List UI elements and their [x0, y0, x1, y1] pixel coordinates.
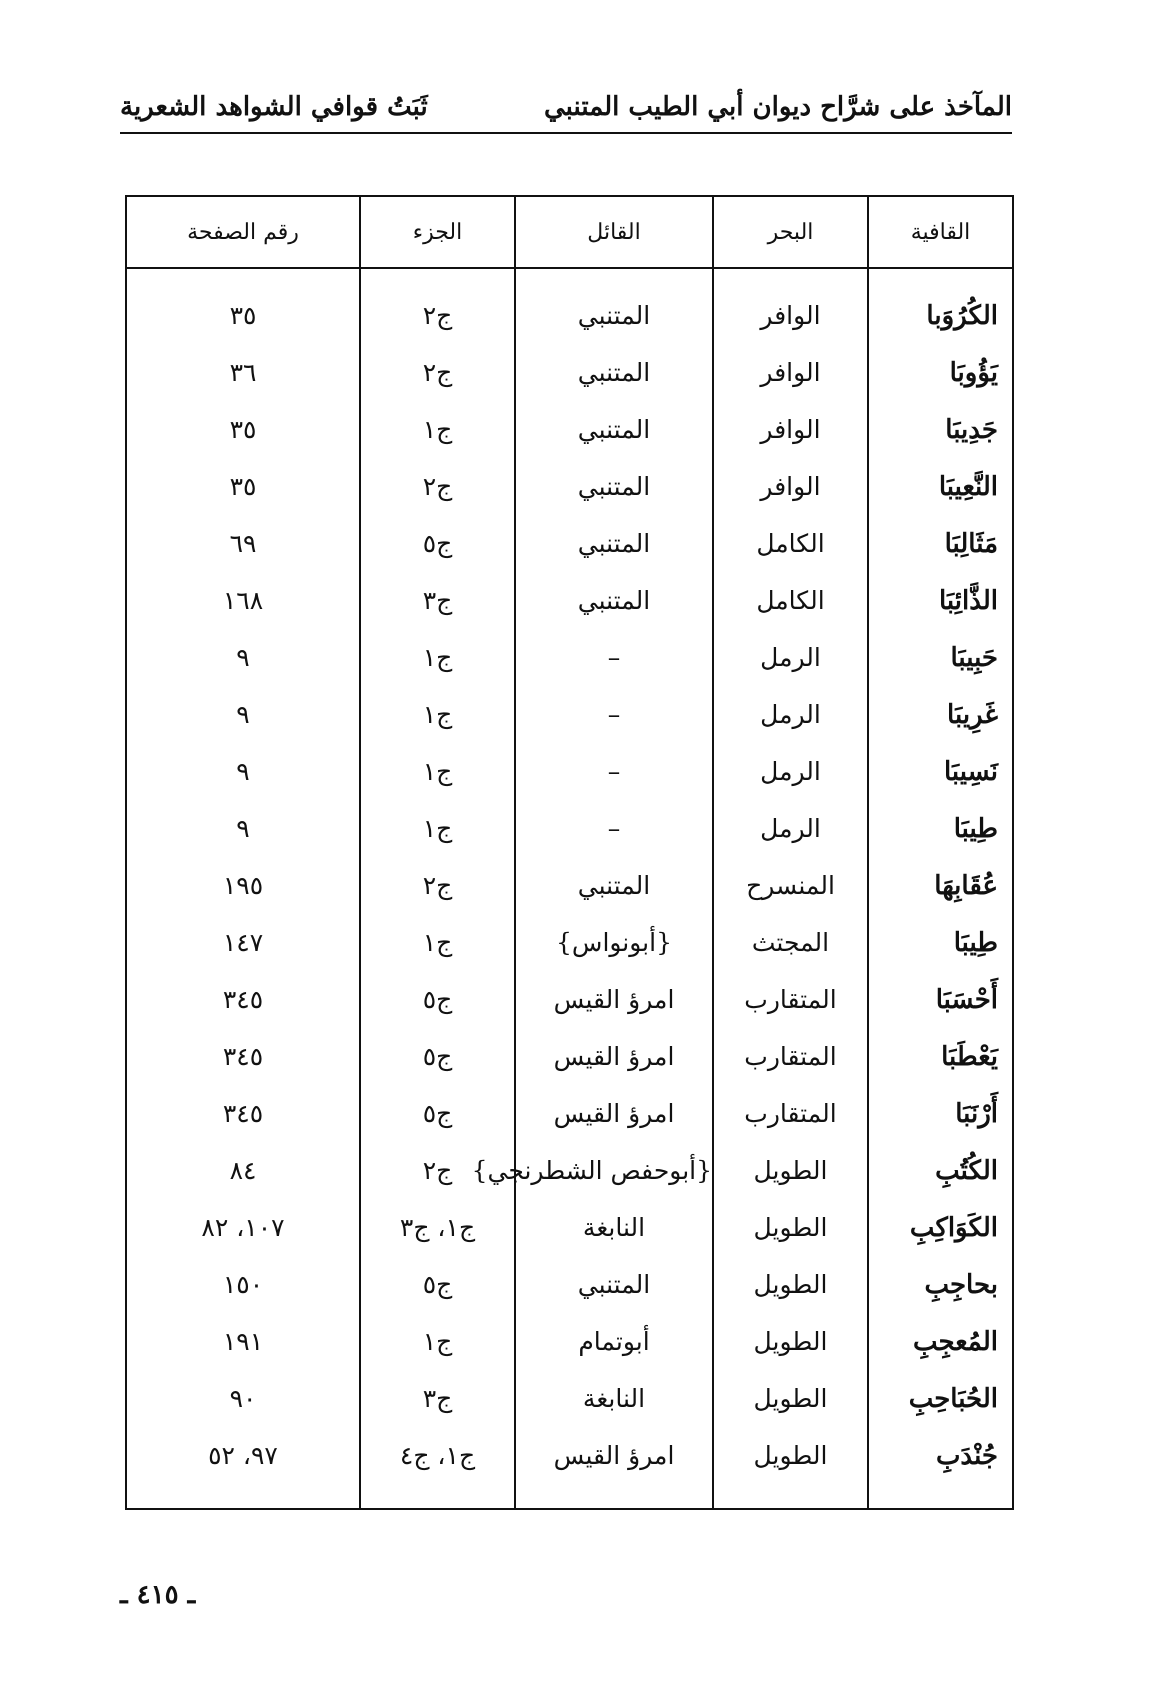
spacer-cell — [126, 1484, 360, 1509]
table-row — [126, 1370, 1013, 1427]
meter-cell: الطويل — [713, 1199, 868, 1256]
rhyme-cell: أَرْنَبَا — [868, 1085, 1013, 1142]
poet-cell: النابغة — [515, 1199, 713, 1256]
page-cell: ١٩١ — [222, 1327, 264, 1356]
rhyme-cell: جَدِيبَا — [868, 401, 1013, 458]
poet-cell: – — [515, 800, 713, 857]
poet-cell: – — [515, 686, 713, 743]
poet-cell: المتنبي — [515, 1256, 713, 1313]
spacer-cell — [515, 1484, 713, 1509]
spacer-cell — [360, 1484, 515, 1509]
poet-cell: النابغة — [515, 1370, 713, 1427]
table-row — [126, 458, 1013, 515]
rhyme-cell: طِيبَا — [868, 800, 1013, 857]
page-cell: ٩٧، ٥٢ — [208, 1441, 278, 1470]
meter-cell: المتقارب — [713, 1085, 868, 1142]
table-row — [126, 1142, 1013, 1199]
volume-cell: ج٢ — [360, 268, 515, 344]
poet-cell: المتنبي — [515, 268, 713, 344]
rhyme-cell: جُنْدَبِ — [868, 1427, 1013, 1484]
table-row — [126, 857, 1013, 914]
table-row — [126, 971, 1013, 1028]
rhymes-index-table — [125, 195, 1014, 1510]
rhyme-cell: يَؤُوبَا — [868, 344, 1013, 401]
meter-cell: الوافر — [713, 344, 868, 401]
meter-cell: الكامل — [713, 515, 868, 572]
poet-cell: امرؤ القيس — [515, 1085, 713, 1142]
page-cell: ٣٦ — [229, 358, 257, 387]
page-cell: ٣٥ — [229, 301, 257, 330]
volume-cell: ج١، ج٤ — [360, 1427, 515, 1484]
poet-cell: المتنبي — [515, 458, 713, 515]
volume-cell: ج٥ — [360, 1085, 515, 1142]
column-header-meter: البحر — [713, 196, 868, 268]
table-header-row — [126, 196, 1013, 268]
page-cell: ١٦٨ — [222, 586, 264, 615]
meter-cell: المتقارب — [713, 1028, 868, 1085]
rhyme-cell: الكُرُوَبا — [868, 268, 1013, 344]
rhyme-cell: يَعْطَبَا — [868, 1028, 1013, 1085]
table-row — [126, 1085, 1013, 1142]
page-cell: ١٠٧، ٨٢ — [201, 1213, 285, 1242]
column-header-page: رقم الصفحة — [126, 196, 360, 268]
rhyme-cell: الحُبَاحِبِ — [868, 1370, 1013, 1427]
spacer-cell — [713, 1484, 868, 1509]
volume-cell: ج٥ — [360, 1028, 515, 1085]
volume-cell: ج٥ — [360, 1256, 515, 1313]
page-cell: ٣٥ — [229, 472, 257, 501]
volume-cell: ج١ — [360, 401, 515, 458]
rhyme-cell: مَثَالِبَا — [868, 515, 1013, 572]
meter-cell: الوافر — [713, 401, 868, 458]
volume-cell: ج٣ — [360, 1370, 515, 1427]
table-row — [126, 1199, 1013, 1256]
poet-cell: {أبوحفص الشطرنجي} — [515, 1142, 713, 1199]
page-cell: ٩٠ — [229, 1384, 257, 1413]
spacer-cell — [868, 1484, 1013, 1509]
page-cell: ٩ — [236, 643, 250, 672]
rhyme-cell: غَرِيبَا — [868, 686, 1013, 743]
table-row — [126, 572, 1013, 629]
meter-cell: الطويل — [713, 1427, 868, 1484]
column-header-rhyme: القافية — [868, 196, 1013, 268]
section-title: ثَبَتُ قوافي الشواهد الشعرية — [120, 92, 428, 122]
table-body — [126, 268, 1013, 1509]
page-cell: ٩ — [236, 700, 250, 729]
volume-cell: ج٥ — [360, 515, 515, 572]
volume-cell: ج٢ — [360, 857, 515, 914]
column-header-poet: القائل — [515, 196, 713, 268]
volume-cell: ج١ — [360, 686, 515, 743]
meter-cell: الرمل — [713, 629, 868, 686]
volume-cell: ج١ — [360, 914, 515, 971]
table-row — [126, 1028, 1013, 1085]
rhyme-cell: النَّعِيبَا — [868, 458, 1013, 515]
page-cell: ٨٤ — [229, 1156, 257, 1185]
poet-cell: امرؤ القيس — [515, 1028, 713, 1085]
rhyme-cell: نَسِيبَا — [868, 743, 1013, 800]
page-cell: ٣٤٥ — [222, 1042, 264, 1071]
rhyme-cell: الذَّائِبَا — [868, 572, 1013, 629]
table-row — [126, 743, 1013, 800]
table-row — [126, 1256, 1013, 1313]
meter-cell: الطويل — [713, 1142, 868, 1199]
page-number: ـ ٤١٥ ـ — [120, 1580, 196, 1610]
meter-cell: الوافر — [713, 268, 868, 344]
poet-cell: المتنبي — [515, 344, 713, 401]
table-row — [126, 515, 1013, 572]
meter-cell: المنسرح — [713, 857, 868, 914]
table-row — [126, 1313, 1013, 1370]
poet-cell: المتنبي — [515, 401, 713, 458]
poet-cell: امرؤ القيس — [515, 971, 713, 1028]
column-header-volume: الجزء — [360, 196, 515, 268]
rhyme-cell: عُقَابِهَا — [868, 857, 1013, 914]
table-row — [126, 1427, 1013, 1484]
meter-cell: الرمل — [713, 743, 868, 800]
page-cell: ٣٥ — [229, 415, 257, 444]
volume-cell: ج١ — [360, 743, 515, 800]
page-cell: ١٥٠ — [222, 1270, 264, 1299]
rhyme-cell: الكَوَاكِبِ — [868, 1199, 1013, 1256]
volume-cell: ج١، ج٣ — [360, 1199, 515, 1256]
running-header — [120, 82, 1012, 134]
table-row — [126, 268, 1013, 344]
volume-cell: ج١ — [360, 800, 515, 857]
page-cell: ٣٤٥ — [222, 1099, 264, 1128]
table-row — [126, 629, 1013, 686]
page-cell: ١٩٥ — [222, 871, 264, 900]
table-row — [126, 914, 1013, 971]
book-title: المآخذ على شرَّاح ديوان أبي الطيب المتنبي — [544, 92, 1012, 122]
volume-cell: ج٢ — [360, 344, 515, 401]
poet-cell: المتنبي — [515, 572, 713, 629]
page-cell: ١٤٧ — [222, 928, 264, 957]
poet-cell: – — [515, 743, 713, 800]
meter-cell: الرمل — [713, 686, 868, 743]
volume-cell: ج٣ — [360, 572, 515, 629]
table-spacer-row — [126, 1484, 1013, 1509]
meter-cell: الطويل — [713, 1256, 868, 1313]
rhyme-cell: طِيبَا — [868, 914, 1013, 971]
page-cell: ٣٤٥ — [222, 985, 264, 1014]
table-row — [126, 344, 1013, 401]
rhyme-cell: أَحْسَبَا — [868, 971, 1013, 1028]
rhyme-cell: بحاجِبِ — [868, 1256, 1013, 1313]
meter-cell: الكامل — [713, 572, 868, 629]
poet-cell: أبوتمام — [515, 1313, 713, 1370]
meter-cell: المجتث — [713, 914, 868, 971]
meter-cell: الطويل — [713, 1370, 868, 1427]
page-cell: ٩ — [236, 814, 250, 843]
volume-cell: ج٢ — [360, 458, 515, 515]
table-row — [126, 401, 1013, 458]
poet-cell: – — [515, 629, 713, 686]
rhyme-cell: الكُتُبِ — [868, 1142, 1013, 1199]
poet-cell: المتنبي — [515, 857, 713, 914]
meter-cell: الرمل — [713, 800, 868, 857]
page-cell: ٩ — [236, 757, 250, 786]
volume-cell: ج٥ — [360, 971, 515, 1028]
page-cell: ٦٩ — [229, 529, 257, 558]
volume-cell: ج١ — [360, 629, 515, 686]
meter-cell: الطويل — [713, 1313, 868, 1370]
rhyme-cell: حَبِيبَا — [868, 629, 1013, 686]
volume-cell: ج٢ — [360, 1142, 515, 1199]
table-row — [126, 800, 1013, 857]
meter-cell: الوافر — [713, 458, 868, 515]
poet-cell: {أبونواس} — [515, 914, 713, 971]
meter-cell: المتقارب — [713, 971, 868, 1028]
volume-cell: ج١ — [360, 1313, 515, 1370]
poet-cell: المتنبي — [515, 515, 713, 572]
poet-cell: امرؤ القيس — [515, 1427, 713, 1484]
table-row — [126, 686, 1013, 743]
rhyme-cell: المُعجِبِ — [868, 1313, 1013, 1370]
